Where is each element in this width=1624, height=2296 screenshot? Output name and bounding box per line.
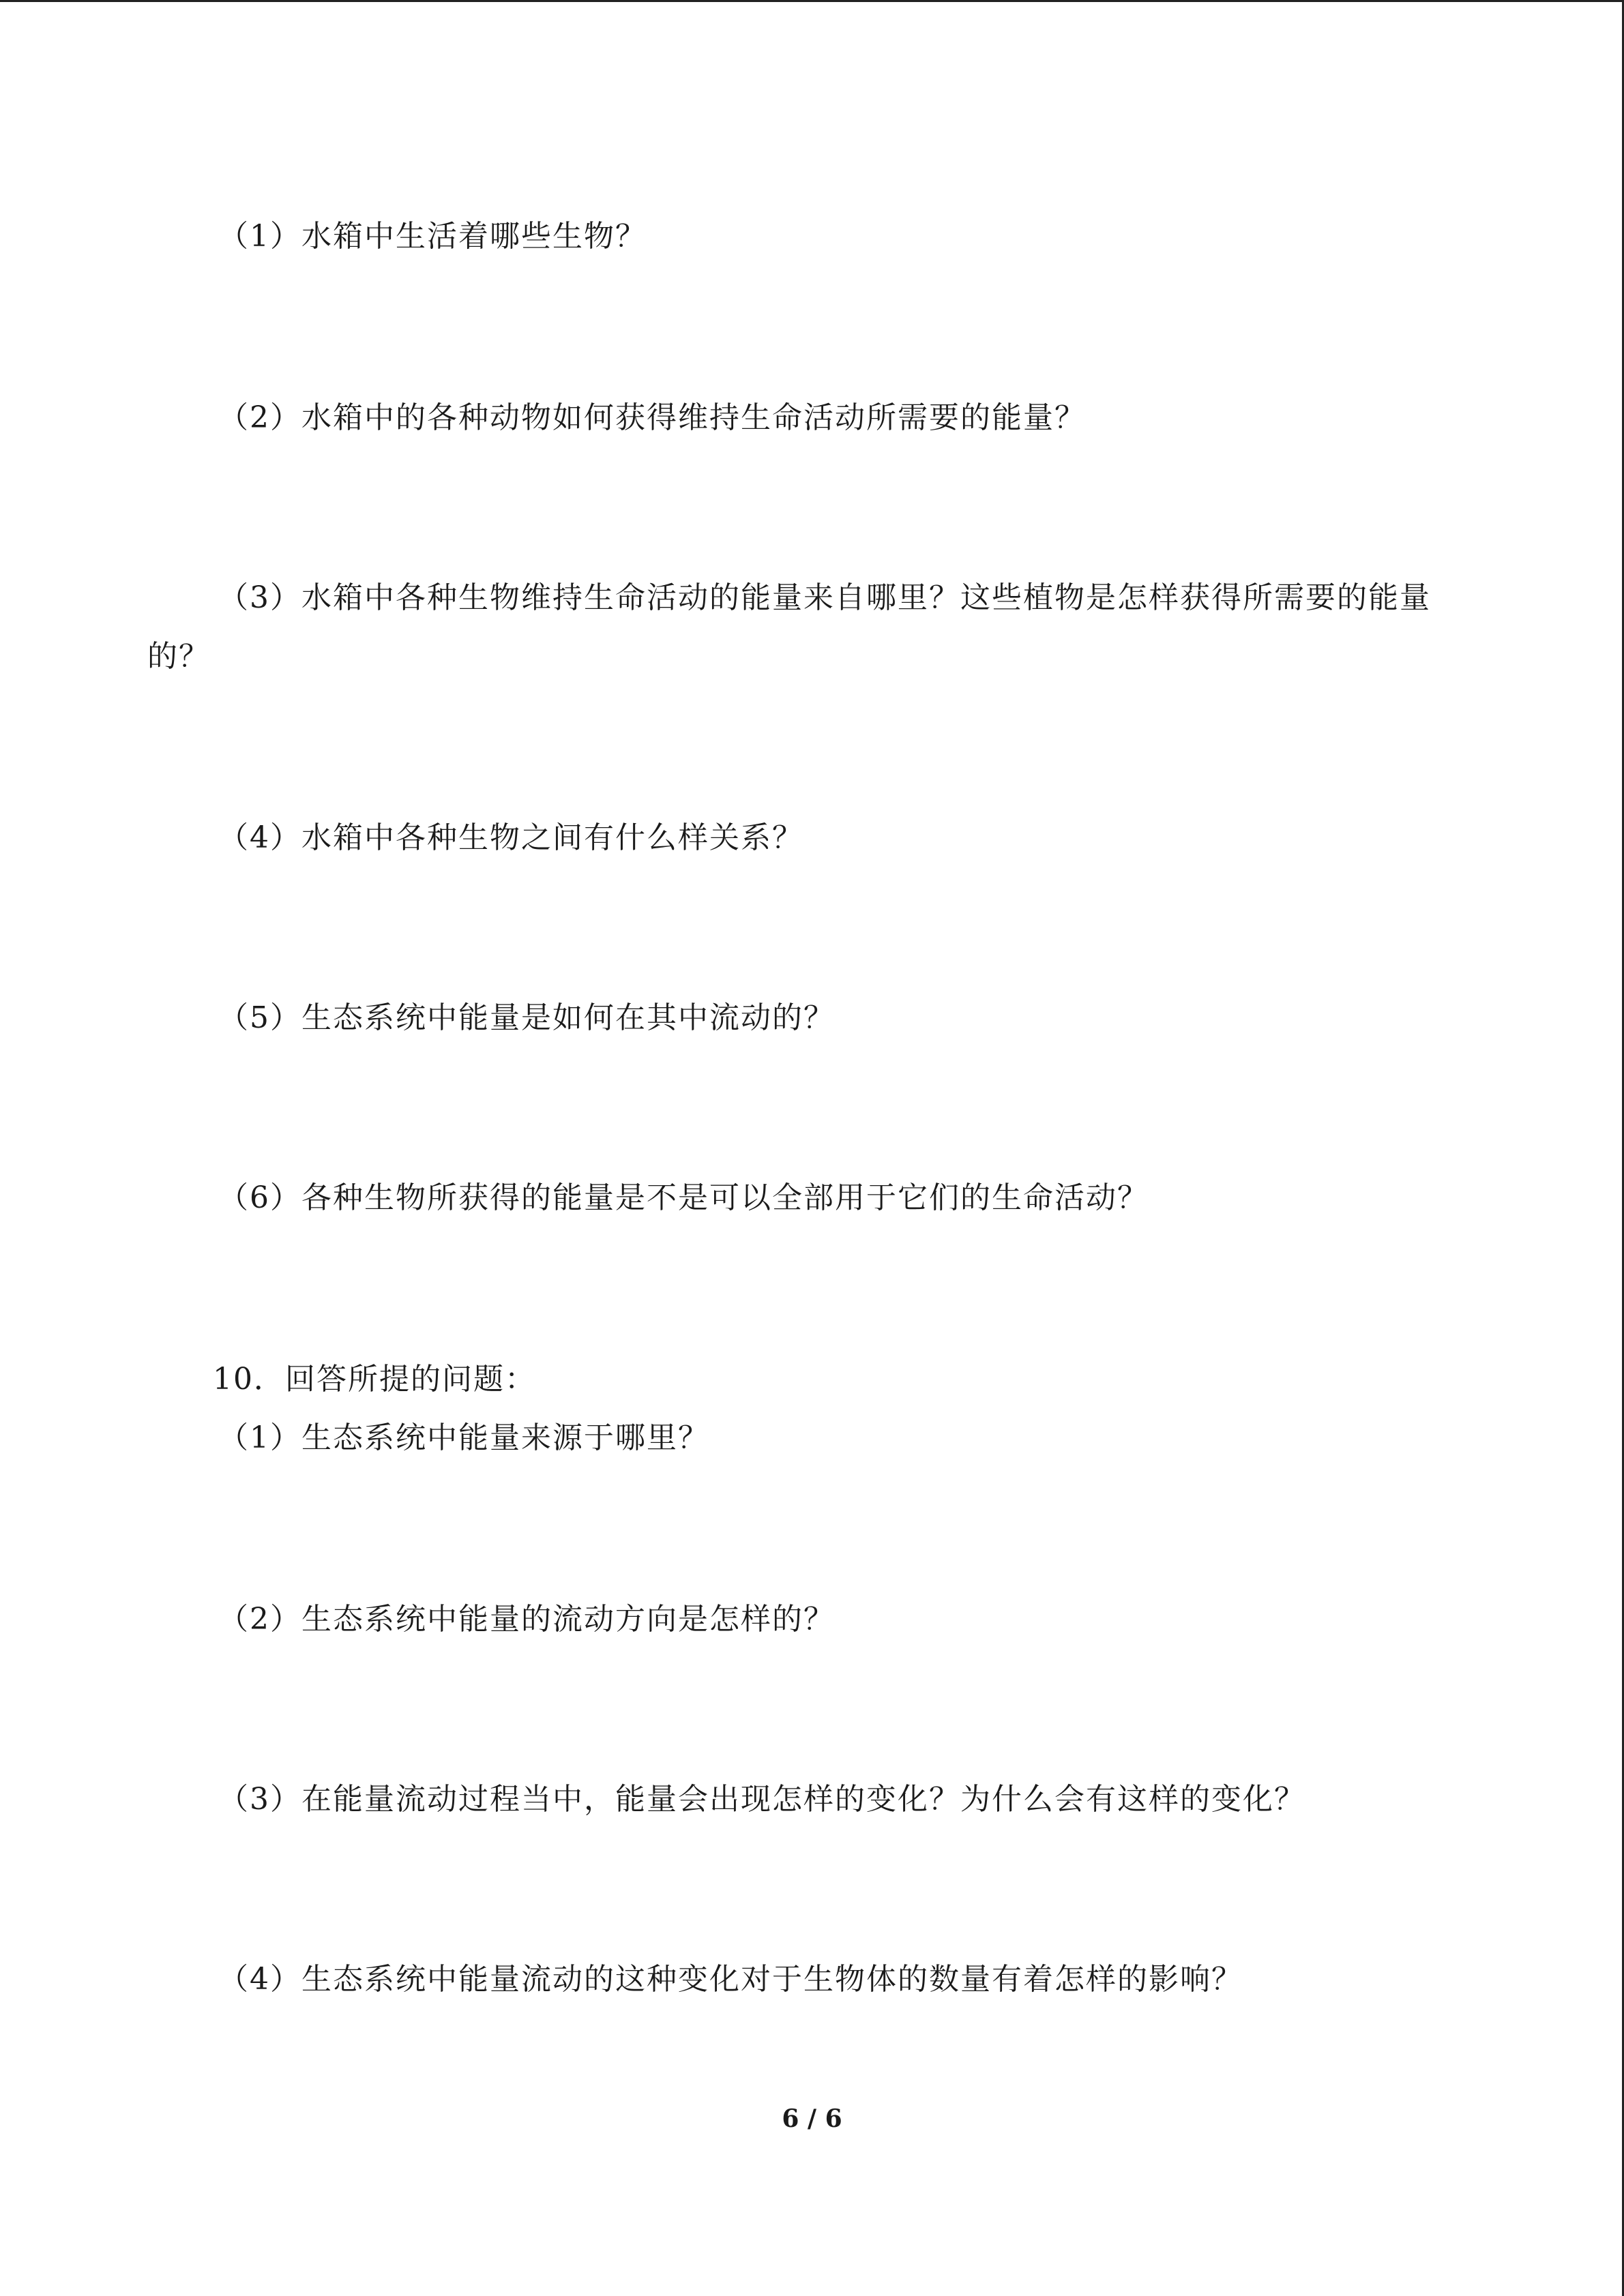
question-9-2: （2）水箱中的各种动物如何获得维持生命活动所需要的能量？ (218, 400, 1086, 435)
question-10-heading: 10．回答所提的问题： (213, 1362, 536, 1397)
question-9-6: （6）各种生物所获得的能量是不是可以全部用于它们的生命活动？ (218, 1180, 1149, 1215)
question-10-2: （2）生态系统中能量的流动方向是怎样的？ (218, 1602, 835, 1637)
question-9-3: （3）水箱中各种生物维持生命活动的能量来自哪里？这些植物是怎样获得所需要的能量 (218, 580, 1431, 615)
page-number: 6 / 6 (782, 2104, 842, 2133)
question-10-1: （1）生态系统中能量来源于哪里？ (218, 1420, 709, 1455)
question-9-1: （1）水箱中生活着哪些生物？ (218, 219, 647, 254)
question-9-4: （4）水箱中各种生物之间有什么样关系？ (218, 820, 803, 855)
question-9-5: （5）生态系统中能量是如何在其中流动的？ (218, 1000, 835, 1035)
question-9-3-continuation: 的？ (147, 639, 210, 674)
question-10-4: （4）生态系统中能量流动的这种变化对于生物体的数量有着怎样的影响？ (218, 1962, 1243, 1997)
question-10-3: （3）在能量流动过程当中，能量会出现怎样的变化？为什么会有这样的变化？ (218, 1782, 1305, 1817)
